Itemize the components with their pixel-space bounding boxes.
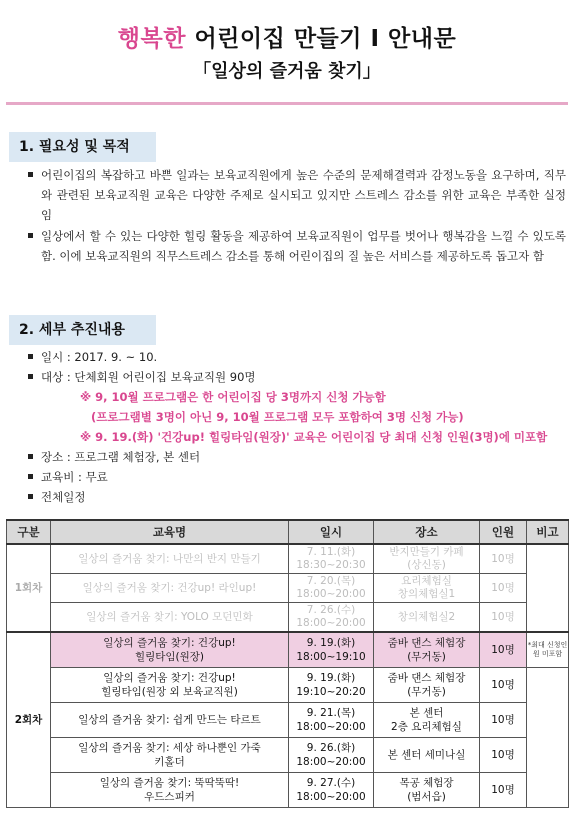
course-name xyxy=(51,738,289,773)
course-datetime xyxy=(289,703,374,738)
bullet-item: 일상에서 할 수 있는 다양한 힐링 활동을 제공하여 보육교직원이 업무를 벗어나 행복감을 느낄 수 있도록 함. 이에 보육교직원의 직무스트레스 감소를 통해 어린이집의 질 높은 서비스를 제공하도록 돕고자 함 xyxy=(26,226,566,266)
note-text: *최대 신청인원 미포함 xyxy=(527,641,568,658)
time-text: 18:00~20:00 xyxy=(296,617,366,629)
place-text: 목공 체험장 xyxy=(399,777,454,789)
course-count: 10명 xyxy=(480,703,527,738)
name-line: 우드스피커 xyxy=(144,791,195,803)
place-detail: (상신동) xyxy=(407,559,446,571)
header-course: 교육명 xyxy=(51,520,289,544)
bullet-schedule: 전체일정 xyxy=(26,487,566,507)
date-text: 7. 20.(목) xyxy=(306,575,356,587)
course-datetime xyxy=(289,603,374,633)
course-datetime xyxy=(289,668,374,703)
bullet-target: 대상 : 단체회원 어린이집 보육교직원 90명 xyxy=(26,367,566,387)
course-datetime xyxy=(289,738,374,773)
course-name: 일상의 즐거움 찾기: 건강up! 라인up! xyxy=(51,574,289,603)
table-row xyxy=(7,668,569,703)
place-text: 반지만들기 카페 xyxy=(389,546,464,558)
place-detail: 2층 요리체험실 xyxy=(391,721,462,733)
header-datetime: 일시 xyxy=(289,520,374,544)
time-text: 18:00~19:10 xyxy=(296,651,366,663)
time-text: 18:00~20:00 xyxy=(296,791,366,803)
course-place xyxy=(374,632,480,668)
course-name: 일상의 즐거움 찾기: 쉽게 만드는 타르트 xyxy=(51,703,289,738)
name-line: 키홀더 xyxy=(154,756,185,768)
date-text: 9. 19.(화) xyxy=(306,637,356,649)
time-text: 18:30~20:30 xyxy=(296,559,366,571)
course-place: 본 센터 세미나실 xyxy=(374,738,480,773)
section-1-bullets xyxy=(26,165,566,266)
date-text: 9. 19.(화) xyxy=(306,672,356,684)
date-text: 9. 27.(수) xyxy=(306,777,356,789)
document-title xyxy=(0,22,574,86)
note-limit-detail: (프로그램별 3명이 아닌 9, 10월 프로그램 모두 포함하여 3명 신청 가능) xyxy=(91,410,464,424)
place-text: 줌바 댄스 체험장 xyxy=(387,672,466,684)
note-exclusion: ※ 9. 19.(화) '건강up! 힐링타임(원장)' 교육은 어린이집 당 최대 신청 인원(3명)에 미포함 xyxy=(80,430,548,444)
name-line: 일상의 즐거움 찾기: 건강up! xyxy=(103,672,236,684)
header-category: 구분 xyxy=(7,520,51,544)
header-count: 인원 xyxy=(480,520,527,544)
place-text: 요리체험실 xyxy=(401,575,452,587)
course-place xyxy=(374,544,480,574)
name-line: 일상의 즐거움 찾기: 세상 하나뿐인 가죽 xyxy=(78,742,261,754)
table-row xyxy=(7,544,569,574)
place-text: 본 센터 xyxy=(409,707,444,719)
course-count: 10명 xyxy=(480,668,527,703)
table-row-highlight xyxy=(7,632,569,668)
table-row xyxy=(7,738,569,773)
course-datetime xyxy=(289,574,374,603)
course-datetime xyxy=(289,544,374,574)
place-detail: 창의체험실1 xyxy=(397,588,456,600)
place-detail: (무거동) xyxy=(407,686,446,698)
course-count: 10명 xyxy=(480,603,527,633)
round-2-label: 2회차 xyxy=(7,632,51,808)
date-text: 9. 21.(목) xyxy=(306,707,356,719)
name-line: 일상의 즐거움 찾기: 건강up! xyxy=(103,637,236,649)
course-datetime xyxy=(289,632,374,668)
section-2-heading: 2. 세부 추진내용 xyxy=(9,315,156,345)
section-1-heading: 1. 필요성 및 목적 xyxy=(9,132,156,162)
course-note xyxy=(527,544,569,632)
place-text: 창의체험실2 xyxy=(397,610,456,623)
table-row xyxy=(7,603,569,633)
bullet-item: 어린이집의 복잡하고 바쁜 일과는 보육교직원에게 높은 수준의 문제해결력과 감정노동을 요구하며, 직무와 관련된 보육교직원 교육은 다양한 주제로 실시되고 있지만 스트레스 감소를 위한 교육은 부족한 실정임 xyxy=(26,165,566,225)
date-text: 9. 26.(화) xyxy=(306,742,356,754)
time-text: 18:00~20:00 xyxy=(296,588,366,600)
title-line xyxy=(0,22,574,56)
course-place xyxy=(374,574,480,603)
round-1-label: 1회차 xyxy=(7,544,51,632)
table-row xyxy=(7,703,569,738)
title-text: 어린이집 만들기 I 안내문 xyxy=(194,26,457,52)
header-place: 장소 xyxy=(374,520,480,544)
course-count: 10명 xyxy=(480,738,527,773)
title-highlight: 행복한 xyxy=(117,26,186,52)
course-name: 일상의 즐거움 찾기: 나만의 반지 만들기 xyxy=(51,544,289,574)
table-row xyxy=(7,773,569,808)
bullet-date: 일시 : 2017. 9. ~ 10. xyxy=(26,347,566,367)
subtitle: 「일상의 즐거움 찾기」 xyxy=(193,61,381,82)
course-name xyxy=(51,773,289,808)
table-header-row xyxy=(7,520,569,544)
course-place xyxy=(374,773,480,808)
course-count: 10명 xyxy=(480,574,527,603)
course-count: 10명 xyxy=(480,544,527,574)
section-2-bullets xyxy=(26,347,566,507)
course-name xyxy=(51,632,289,668)
bullet-fee: 교육비 : 무료 xyxy=(26,467,566,487)
schedule-table xyxy=(6,519,569,808)
place-text: 줌바 댄스 체험장 xyxy=(387,637,466,649)
title-divider xyxy=(6,102,568,105)
date-text: 7. 26.(수) xyxy=(306,604,356,616)
name-line: 힐링타임(원장) xyxy=(134,651,205,663)
course-count: 10명 xyxy=(480,773,527,808)
time-text: 19:10~20:20 xyxy=(296,686,366,698)
bullet-place: 장소 : 프로그램 체험장, 본 센터 xyxy=(26,447,566,467)
table-row xyxy=(7,574,569,603)
course-place xyxy=(374,603,480,633)
course-name: 일상의 즐거움 찾기: YOLO 모던민화 xyxy=(51,603,289,633)
name-line: 힐링타임(원장 외 보육교직원) xyxy=(101,686,238,698)
course-note xyxy=(527,632,569,668)
date-text: 7. 11.(화) xyxy=(306,546,356,558)
name-line: 일상의 즐거움 찾기: 뚝딱뚝딱! xyxy=(99,777,240,789)
time-text: 18:00~20:00 xyxy=(296,721,366,733)
time-text: 18:00~20:00 xyxy=(296,756,366,768)
header-note: 비고 xyxy=(527,520,569,544)
place-detail: (범서읍) xyxy=(407,791,446,803)
note-limit: ※ 9, 10월 프로그램은 한 어린이집 당 3명까지 신청 가능함 xyxy=(80,390,386,404)
course-datetime xyxy=(289,773,374,808)
course-note xyxy=(527,668,569,808)
course-name xyxy=(51,668,289,703)
course-place xyxy=(374,703,480,738)
course-place xyxy=(374,668,480,703)
course-count: 10명 xyxy=(480,632,527,668)
place-detail: (무거동) xyxy=(407,651,446,663)
